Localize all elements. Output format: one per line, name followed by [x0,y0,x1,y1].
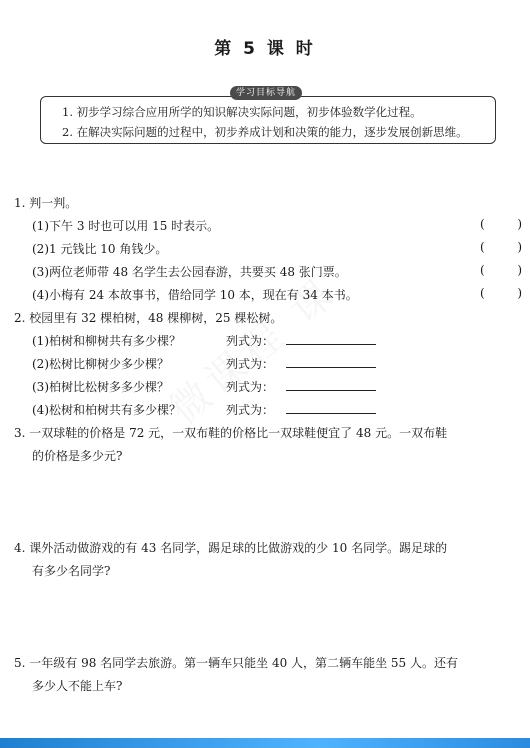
formula-label: 列式为： [226,380,275,394]
goals-tag: 学习目标导航 [230,86,302,100]
goal-item: 1. 初步学习综合应用所学的知识解决实际问题，初步体验数学化过程。 [62,105,422,119]
formula-label: 列式为： [226,334,275,348]
q2-item: (1)柏树和柳树共有多少棵？ [32,334,181,348]
answer-paren[interactable]: ( ) [480,263,522,277]
goal-item: 2. 在解决实际问题的过程中，初步养成计划和决策的能力，逐步发展创新思维。 [62,125,468,139]
q1-item: (3)两位老师带 48 名学生去公园春游，共要买 48 张门票。 [32,265,347,279]
q1-item: (2)1 元钱比 10 角钱少。 [32,242,168,256]
page-title: 第 5 课 时 [214,39,316,59]
q3-line: 3. 一双球鞋的价格是 72 元，一双布鞋的价格比一双球鞋便宜了 48 元。一双布鞋 [14,426,448,440]
answer-blank[interactable] [286,355,376,368]
q2-item: (4)松树和柏树共有多少棵？ [32,403,181,417]
q5-line: 5. 一年级有 98 名同学去旅游。第一辆车只能坐 40 人，第二辆车能坐 55 人。还有 [14,656,458,670]
answer-blank[interactable] [286,332,376,345]
q5-line: 多少人不能上车? [32,679,123,693]
q3-line: 的价格是多少元? [32,449,123,463]
answer-blank[interactable] [286,401,376,414]
formula-label: 列式为： [226,403,275,417]
q1-heading: 1. 判一判。 [14,196,78,210]
q2-heading: 2. 校园里有 32 棵柏树，48 棵柳树，25 棵松树。 [14,311,283,325]
answer-paren[interactable]: ( ) [480,240,522,254]
answer-paren[interactable]: ( ) [480,286,522,300]
q2-item: (2)松树比柳树少多少棵？ [32,357,169,371]
answer-paren[interactable]: ( ) [480,217,522,231]
formula-label: 列式为： [226,357,275,371]
q1-item: (4)小梅有 24 本故事书，借给同学 10 本，现在有 34 本书。 [32,288,358,302]
q2-item: (3)柏树比松树多多少棵？ [32,380,169,394]
q4-line: 4. 课外活动做游戏的有 43 名同学，踢足球的比做游戏的少 10 名同学。踢足球的 [14,541,448,555]
bottom-bar [0,738,530,748]
q1-item: (1)下午 3 时也可以用 15 时表示。 [32,219,220,233]
q4-line: 有多少名同学? [32,564,111,578]
answer-blank[interactable] [286,378,376,391]
